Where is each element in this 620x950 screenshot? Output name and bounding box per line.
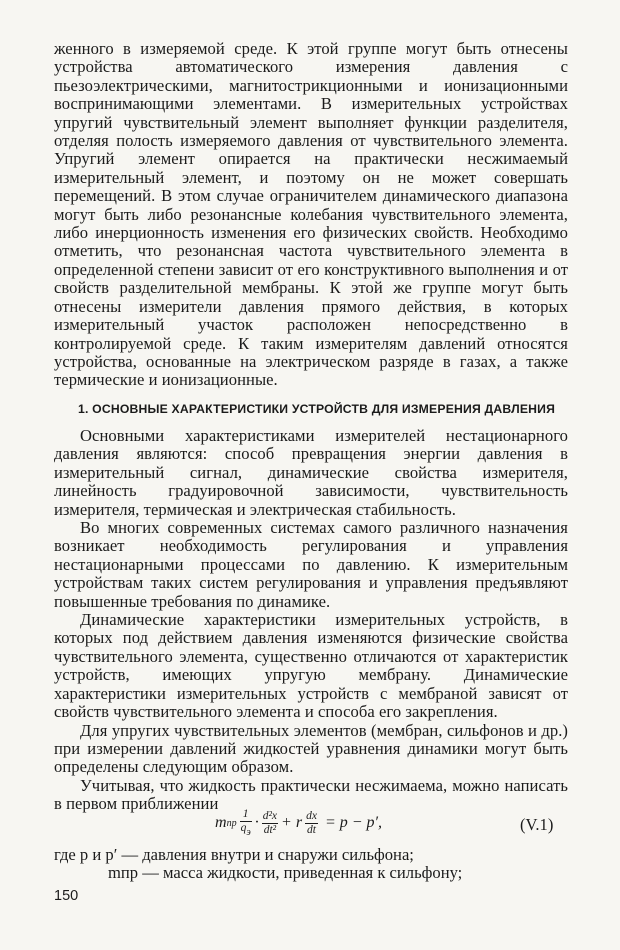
equation-number: (V.1) xyxy=(520,815,554,834)
definition-line-1: где p и p′ — давления внутри и снаружи сильфона; xyxy=(54,845,414,864)
intro-text-block xyxy=(54,40,568,390)
equation-v1 xyxy=(215,800,382,846)
definition-line-2: mпр — масса жидкости, приведенная к сильфону; xyxy=(108,863,463,883)
section-heading: 1. ОСНОВНЫЕ ХАРАКТЕРИСТИКИ УСТРОЙСТВ ДЛЯ ИЗМЕРЕНИЯ ДАВЛЕНИЯ xyxy=(78,402,556,416)
q-subscript: э xyxy=(246,826,251,838)
mass-symbol: m xyxy=(215,814,227,831)
paragraph-2: Во многих современных системах самого различного назначения возникает необходимость регулирования и управления нестационарными процессами по давлению. К измерительным устройствам таких систем регулирования и управления предъявляют повышенные требования по динамике. xyxy=(54,518,568,611)
section-body xyxy=(54,427,568,814)
multiply-dot: · xyxy=(254,814,259,831)
definitions-block xyxy=(54,846,568,883)
fraction-1-numerator: 1 xyxy=(242,807,249,820)
fraction-first-derivative xyxy=(305,810,318,837)
fraction-1-over-q xyxy=(240,808,252,839)
paragraph-1: Основными характеристиками измерителей нестационарного давления являются: способ превращения энергии давления в измерительный сигнал, динамические свойства измерителя, линейность градуировочной зависимости, чувствительность измерителя, термическая и электрическая стабильность. xyxy=(54,426,568,519)
fraction-second-derivative xyxy=(262,810,278,837)
paragraph-5: Учитывая, что жидкость практически несжимаема, можно написать в первом приближении xyxy=(54,775,568,814)
paragraph-3: Динамические характеристики измерительных устройств, в которых под действием давления изменяются физические свойства чувствительного элемента, существенно отличаются от характеристик устройств, имеющих упругую мембрану. Динамические характеристики измерительных устройств с мембраной зависят от свойств чувствительного элемента и способа его закрепления. xyxy=(54,610,568,722)
plus-r-term: + r xyxy=(281,814,303,831)
fraction-2-numerator: d²x xyxy=(262,809,278,822)
fraction-3-denominator: dt xyxy=(307,823,316,836)
fraction-1-denominator xyxy=(240,822,252,839)
paragraph-4: Для упругих чувствительных элементов (мембран, сильфонов и др.) при измерении давлений жидкостей уравнения динамики могут быть определены следующим образом. xyxy=(54,720,568,777)
fraction-3-numerator: dx xyxy=(306,809,317,822)
q-symbol: q xyxy=(240,821,247,834)
intro-paragraph: женного в измеряемой среде. К этой группе могут быть отнесены устройства автоматического измерения давления с пьезоэлектрическими, магнитострикционными и ионизационными воспринимающими элементами. В измерительных устройствах упругий чувствительный элемент выполняет функции разделителя, отделяя полость измеряемого давления от чувствительного элемента. Упругий элемент опирается на практически несжимаемый измерительный элемент, и поэтому он не может совершать перемещений. В этом случае ограничителем динамического диапазона могут быть либо резонансные колебания чувствительного элемента, либо инерционность изменения его физических свойств. Необходимо отметить, что резонансная частота чувствительного элемента в определенной степени зависит от его конструктивного выполнения и от свойств разделительной мембраны. К этой же группе могут быть отнесены измерители давления прямого действия, в которых измерительный участок расположен непосредственно в контролируемой среде. К таким измерителям давлений относятся устройства, основанные на электрическом разряде в газах, а также термические и ионизационные. xyxy=(54,39,568,390)
fraction-2-denominator: dt² xyxy=(263,823,277,836)
page-number: 150 xyxy=(54,888,79,904)
equation-rhs: = p − p′, xyxy=(324,814,383,831)
mass-subscript: пр xyxy=(226,817,237,829)
